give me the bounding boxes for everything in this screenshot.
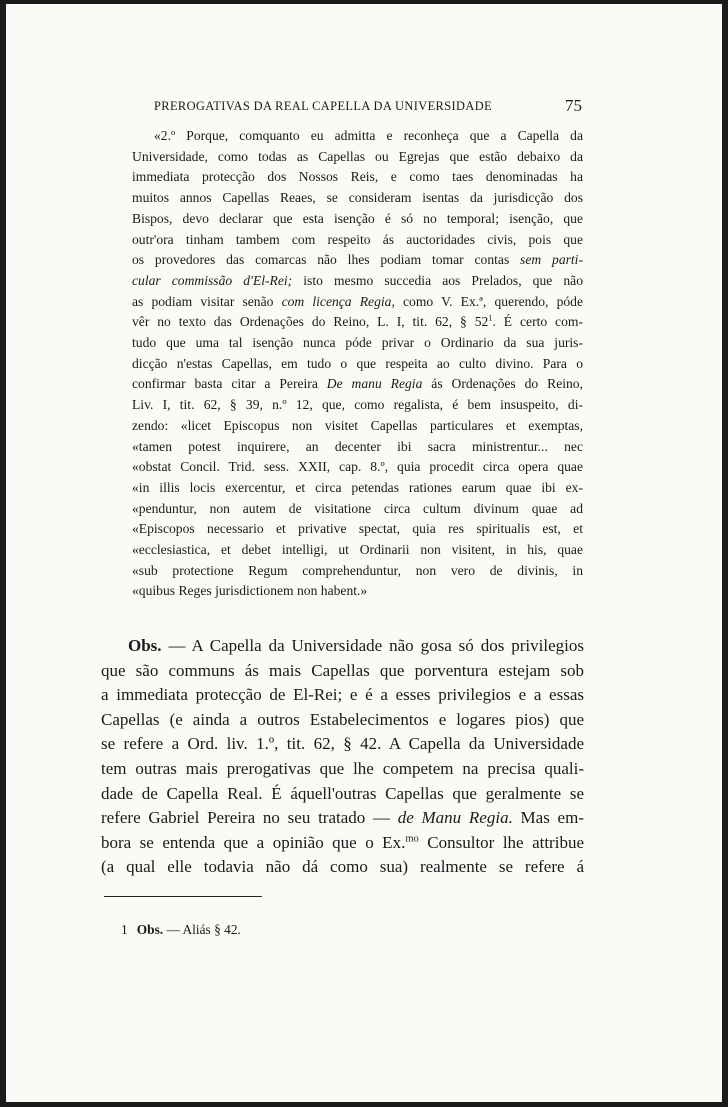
footnote-text: — Aliás § 42. [163, 922, 241, 937]
quote-line: «tamen potest inquirere, an decenter ibi sacra ministrentur... nec [132, 438, 583, 454]
quote-line: «in illis locis exercentur, et circa petendas rationes earum quae ibi ex- [132, 479, 583, 495]
obs-line [101, 634, 584, 659]
obs-line [101, 831, 584, 856]
quote-text: ás Ordenações do Reino, [422, 376, 583, 392]
quote-line: «quibus Reges jurisdictionem non habent.» [132, 583, 368, 599]
footnote-label: Obs. [136, 922, 164, 937]
running-head: PREROGATIVAS DA REAL CAPELLA DA UNIVERSIDADE [154, 99, 493, 113]
quote-text: como V. Ex.ª, querendo, póde [394, 293, 583, 309]
obs-line: dade de Capella Real. É áquell'outras Capellas que geralmente se [101, 783, 584, 803]
page-number: 75 [565, 96, 582, 115]
quote-italic: com licença Regia, [281, 293, 395, 309]
obs-line: a immediata protecção de El-Rei; e é a esses privilegios e a essas [101, 685, 584, 705]
quote-line: «ecclesiastica, et debet intelligi, ut Ordinarii non visitent, in his, quae [132, 542, 583, 558]
quote-line: Liv. I, tit. 62, § 39, n.º 12, que, como regalista, é bem insuspeito, di- [132, 397, 583, 413]
quote-line: «obstat Concil. Trid. sess. XXII, cap. 8.º, quia procedit circa opera quae [132, 459, 583, 475]
obs-text: Consultor lhe attribue [418, 832, 584, 852]
quote-line: tudo que uma tal isenção nunca póde privar o Ordinario da sua juris- [132, 335, 583, 351]
observation-paragraph [101, 634, 584, 880]
document-page [6, 4, 722, 1102]
quote-line: immediata protecção dos Nossos Reis, e como taes denominadas ha [132, 169, 583, 185]
quote-line: dicção n'estas Capellas, em tudo o que respeita ao culto divino. Para o [132, 355, 583, 371]
quote-line: muitos annos Capellas Reaes, se consideram isentas da jurisdicção dos [132, 190, 583, 206]
quote-line [132, 312, 583, 333]
quote-text: os provedores das comarcas não lhes podiam tomar contas [132, 252, 510, 268]
obs-line: (a qual elle todavia não dá como sua) realmente se refere á [101, 857, 584, 877]
obs-line: que são communs ás mais Capellas que porventura estejam sob [101, 660, 584, 680]
quote-line: zendo: «licet Episcopus non visitet Capellas particulares et exemptas, [132, 417, 583, 433]
footnote-number: 1 [121, 922, 128, 937]
obs-label: Obs. [128, 636, 162, 655]
quote-italic: De manu Regia [326, 376, 423, 392]
obs-text: bora se entenda que a opinião que o Ex. [101, 832, 406, 852]
quote-line: Universidade, como todas as Capellas ou Egrejas que estão debaixo da [132, 148, 583, 164]
quote-line: «penduntur, non autem de visitatione circa cultum divinum quae ad [132, 500, 583, 516]
quote-line: outr'ora tinham tambem com respeito ás auctoridades civis, pois que [132, 231, 583, 247]
quote-text: . É certo com- [492, 314, 583, 330]
quote-line: Bispos, devo declarar que esta isenção é só no temporal; isenção, que [132, 210, 583, 226]
quote-line [132, 250, 583, 271]
obs-line: tem outras mais prerogativas que lhe competem na precisa quali- [101, 758, 584, 778]
footnote-divider [104, 896, 262, 897]
quote-text: as podiam visitar senão [132, 293, 282, 309]
obs-text: Mas em- [512, 808, 584, 828]
obs-line: se refere a Ord. liv. 1.º, tit. 62, § 42. A Capella da Universidade [101, 734, 584, 754]
footnote [121, 922, 241, 938]
quote-line [132, 374, 583, 395]
quote-line: «sub protectione Regum comprehenduntur, non vero de divinis, in [132, 562, 583, 578]
obs-italic: de Manu Regia. [397, 808, 513, 828]
obs-text: refere Gabriel Pereira no seu tratado — [101, 808, 398, 828]
footnote-reference[interactable]: 1 [488, 312, 493, 323]
quoted-passage [132, 126, 583, 602]
obs-line: Capellas (e ainda a outros Estabelecimentos e logares pios) que [101, 709, 584, 729]
quote-text: confirmar basta citar a Pereira [132, 376, 327, 392]
quote-italic: cular commissão d'El-Rei; [132, 272, 293, 288]
quote-line: «Episcopos necessario et privative spectat, quia res spiritualis est, et [132, 521, 583, 537]
quote-italic: sem parti- [509, 252, 583, 268]
obs-line [101, 806, 584, 831]
quote-text: vêr no texto das Ordenações do Reino, L. I, tit. 62, § 52 [132, 314, 489, 330]
obs-superscript: mo [405, 833, 419, 845]
quote-line [132, 271, 583, 292]
page-header [154, 96, 582, 116]
quote-line [132, 292, 583, 313]
obs-text: — A Capella da Universidade não gosa só dos privilegios [161, 636, 584, 655]
quote-line: «2.º Porque, comquanto eu admitta e reconheça que a Capella da [154, 128, 583, 143]
quote-text: isto mesmo succedia aos Prelados, que não [292, 272, 583, 288]
